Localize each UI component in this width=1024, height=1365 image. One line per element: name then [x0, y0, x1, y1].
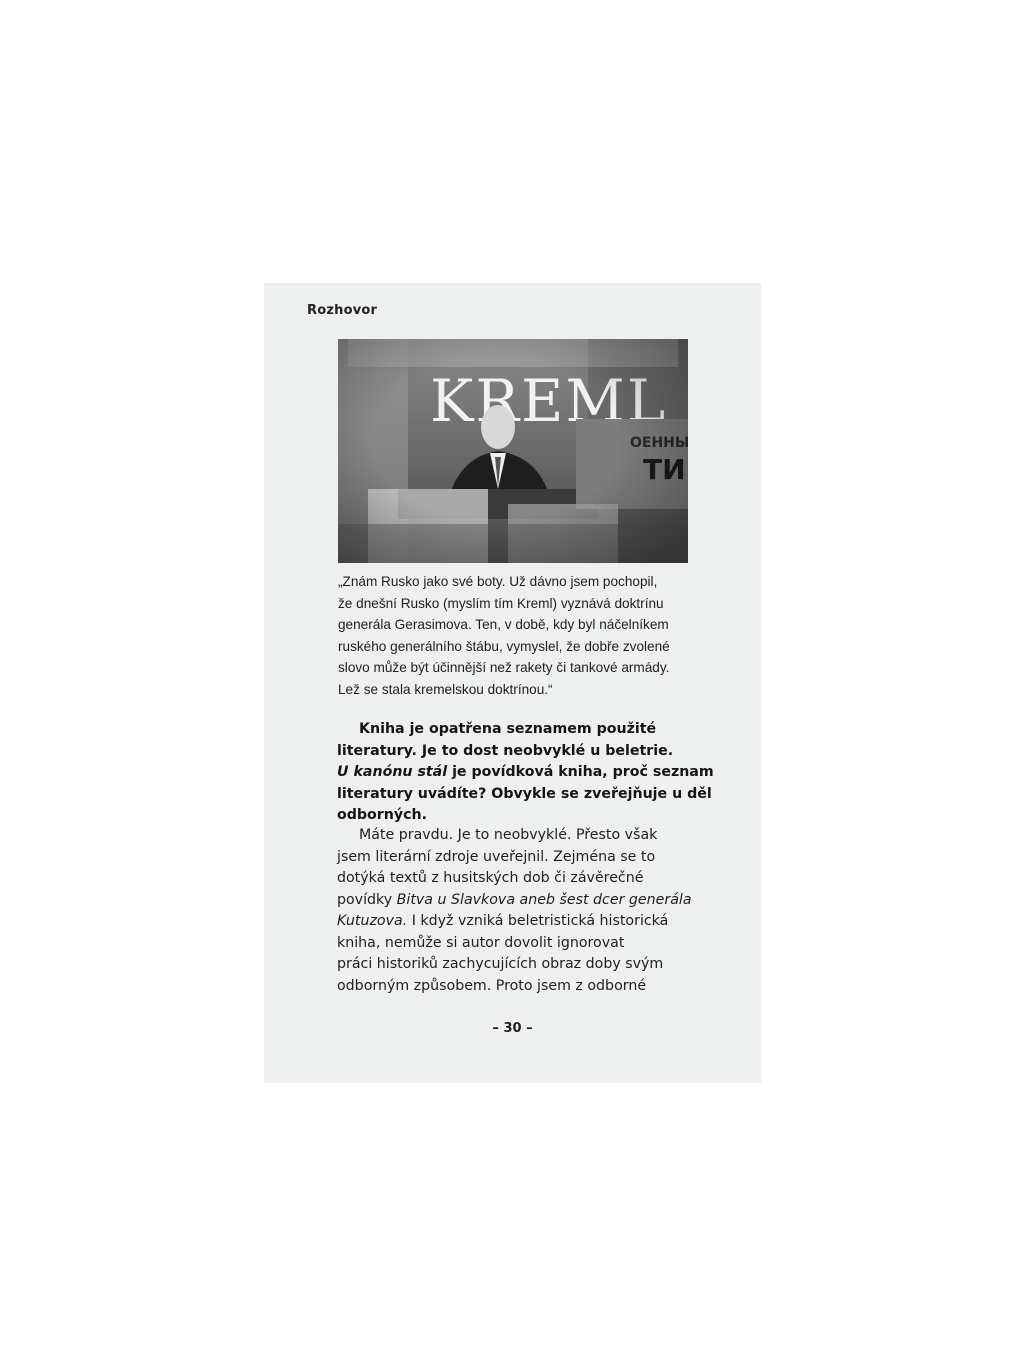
section-label: Rozhovor: [307, 303, 378, 318]
story-title: Kutuzova.: [337, 913, 408, 929]
page-number: – 30 –: [492, 1021, 533, 1036]
book-page: [264, 283, 761, 1083]
photo-icon: [338, 339, 688, 563]
caption-line: slovo může být účinnější než rakety či tankové armády.: [338, 660, 670, 675]
caption-line: generála Gerasimova. Ten, v době, kdy byl náčelníkem: [338, 617, 669, 632]
answer-line: Máte pravdu. Je to neobvyklé. Přesto však: [359, 827, 658, 843]
interview-answer: [337, 825, 692, 997]
question-line: odborných.: [337, 807, 428, 823]
photo-caption: [338, 571, 690, 700]
caption-line: ruského generálního štábu, vymyslel, že dobře zvolené: [338, 638, 670, 654]
answer-line: povídky Bitva u Slavkova aneb šest dcer generála: [337, 891, 692, 908]
answer-line: odborným způsobem. Proto jsem z odborné: [337, 977, 647, 994]
caption-line: „Znám Rusko jako své boty. Už dávno jsem pochopil,: [338, 574, 658, 589]
question-line: U kanónu stál je povídková kniha, proč seznam: [337, 764, 714, 780]
answer-line: dotýká textů z husitských dob či závěrečné: [337, 870, 644, 886]
question-line: Kniha je opatřena seznamem použité: [359, 721, 657, 737]
story-title: Bitva u Slavkova aneb šest dcer generála: [396, 891, 692, 908]
book-title: U kanónu stál: [337, 764, 448, 780]
answer-line: práci historiků zachycujících obraz doby svým: [337, 956, 664, 972]
answer-line: Kutuzova. I když vzniká beletristická historická: [337, 913, 669, 929]
caption-line: že dnešní Rusko (myslím tím Kreml) vyznává doktrínu: [338, 595, 664, 611]
press-conference-photo: [338, 339, 688, 563]
question-line: literatury uvádíte? Obvykle se zveřejňuje u děl: [337, 785, 712, 802]
interview-question: [337, 719, 714, 827]
caption-line: Lež se stala kremelskou doktrínou.“: [338, 681, 553, 697]
question-line: literatury. Je to dost neobvyklé u beletrie.: [337, 742, 674, 759]
answer-line: kniha, nemůže si autor dovolit ignorovat: [337, 934, 625, 951]
answer-line: jsem literární zdroje uveřejnil. Zejména se to: [337, 848, 656, 865]
